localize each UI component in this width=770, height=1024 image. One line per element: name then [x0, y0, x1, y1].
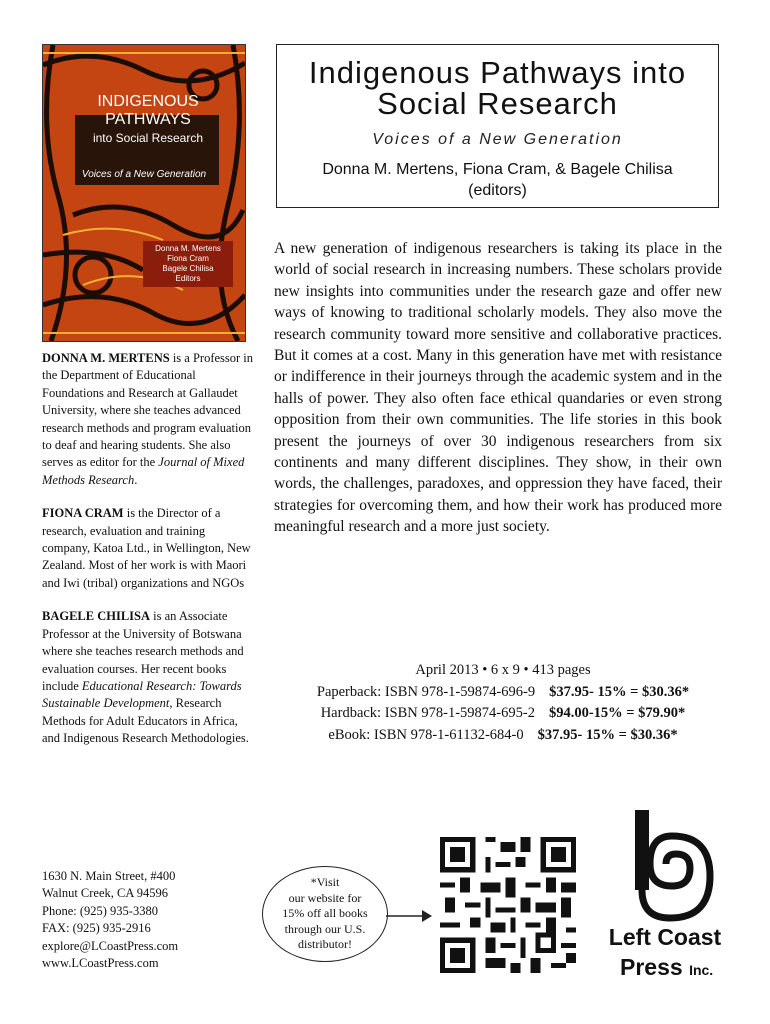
- cover-pattern: [43, 45, 245, 341]
- logo-inc: Inc.: [689, 962, 714, 978]
- editors-note: (editors): [468, 182, 527, 199]
- bio-text: is the Director of a research, evaluation and training company, Katoa Ltd., in Wellington, New Zealand. Most of her work is with Maori and Iwi (tribal) organizations and NGOs: [42, 506, 251, 590]
- book-authors: [277, 159, 718, 201]
- bio-text: is a Professor in the Department of Educational Foundations and Research at Gallaudet University, where she teaches advanced research methods and program evaluation to deaf and hearing students. She also serves as editor for the: [42, 351, 254, 470]
- bio-italic: Journal of Mixed Methods Research: [42, 455, 245, 487]
- author-bios: [42, 350, 254, 764]
- logo-text-line2: [620, 954, 713, 981]
- qr-code-icon[interactable]: [435, 832, 581, 978]
- website-link[interactable]: www.LCoastPress.com: [42, 956, 159, 971]
- spiral-logo-icon: [600, 806, 730, 924]
- discount-callout: *Visit our website for 15% off all books through our U.S. distributor!: [262, 866, 388, 962]
- arrow-right-icon: [386, 905, 434, 927]
- price: $37.95- 15% = $30.36*: [537, 726, 678, 743]
- bio-chilisa: [42, 608, 254, 747]
- bio-name: BAGELE CHILISA: [42, 609, 151, 624]
- book-title: Indigenous Pathways into Social Research: [308, 55, 687, 121]
- cover-title: [73, 93, 223, 129]
- bio-name: FIONA CRAM: [42, 506, 124, 521]
- publisher-logo: [600, 806, 730, 996]
- bio-text-end: , Research Methods for Adult Educators in Africa, and Indigenous Research Methodologies.: [42, 696, 249, 746]
- title-box: [276, 44, 719, 208]
- logo-press: Press: [620, 954, 683, 980]
- bio-mertens: [42, 350, 254, 489]
- pricing-block: [278, 660, 728, 746]
- format-isbn: Hardback: ISBN 978-1-59874-695-2: [320, 705, 535, 721]
- price-row-paperback: [278, 682, 728, 704]
- book-cover-image: [42, 44, 246, 342]
- price: $37.95- 15% = $30.36*: [549, 683, 690, 700]
- cover-editors: Donna M. Mertens Fiona Cram Bagele Chilisa Editors: [143, 241, 233, 287]
- bio-text: is an Associate Professor at the University of Botswana where she teaches research methods and evaluation courses. Her recent books include: [42, 609, 244, 693]
- address-line2: Walnut Creek, CA 94596: [42, 886, 169, 901]
- bio-text-end: .: [134, 472, 138, 487]
- bio-italic: Educational Research: Towards Sustainable Development: [42, 678, 242, 711]
- book-subtitle: Voices of a New Generation: [372, 131, 623, 148]
- logo-text-line1: Left Coast: [608, 924, 722, 950]
- phone: Phone: (925) 935-3380: [42, 903, 158, 918]
- bio-cram: [42, 505, 254, 592]
- fax: FAX: (925) 935-2916: [42, 921, 151, 936]
- publication-details: April 2013 • 6 x 9 • 413 pages: [415, 662, 591, 678]
- address-line1: 1630 N. Main Street, #400: [42, 869, 176, 883]
- book-description: A new generation of indigenous researchers is taking its place in the world of social research in increasing numbers. These scholars provide new insights into communities under the research gaze and offer new ways of knowing to traditional scholarly models. They also move the research community toward more sensitive and collaborative practices. But it comes at a cost. Many in this generation have met with resistance or indifference in their journeys through the academic system and in the halls of power. They also often face ethical quandaries or even strong opposition from their own communities. The life stories in this book present the journeys of over 30 indigenous researchers from six continents and many different disciplines. They show, in their own words, the challenges, paradoxes, and oppression they have faced, their strategies for overcoming them, and how their work has produced more meaningful research and a more just society.: [274, 240, 722, 536]
- cover-subtitle: into Social Research: [92, 131, 204, 145]
- publisher-contact: [42, 868, 254, 972]
- format-isbn: Paperback: ISBN 978-1-59874-696-9: [316, 683, 536, 700]
- email-link[interactable]: explore@LCoastPress.com: [42, 938, 179, 953]
- cover-title-line2: PATHWAYS: [105, 111, 191, 128]
- cover-title-line1: INDIGENOUS: [97, 93, 199, 110]
- price: $94.00-15% = $79.90*: [548, 705, 686, 721]
- price-row-ebook: [278, 725, 728, 747]
- format-isbn: eBook: ISBN 978-1-61132-684-0: [328, 726, 524, 743]
- price-row-hardback: [278, 703, 728, 725]
- cover-tagline: Voices of a New Generation: [81, 169, 207, 180]
- bio-name: DONNA M. MERTENS: [42, 351, 170, 365]
- authors-line: Donna M. Mertens, Fiona Cram, & Bagele Chilisa: [322, 161, 673, 178]
